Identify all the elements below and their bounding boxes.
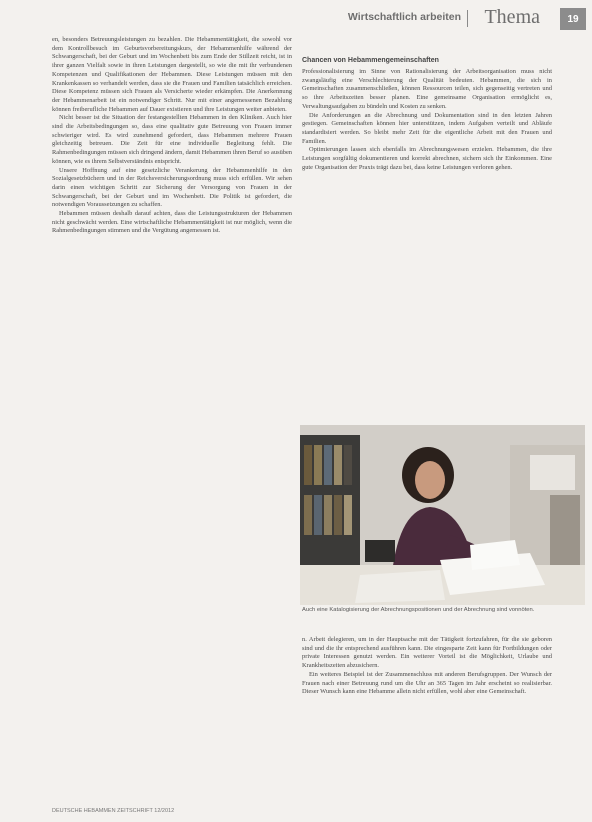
header-separator xyxy=(467,10,468,27)
right-paragraph-2: Die Anforderungen an die Abrechnung und Dokumentation sind in den letzten Jahren gestiegen. Gemeinschaften können hier unterstützen, indem Aufgaben verteilt und Abläufe standardisiert werden. So bleibt mehr Zeit für die eigentliche Arbeit mit den Frauen und Familien. xyxy=(302,111,552,145)
page-footer: DEUTSCHE HEBAMMEN ZEITSCHRIFT 12/2012 xyxy=(52,808,175,814)
left-paragraph-3: Unsere Hoffnung auf eine gesetzliche Verankerung der Hebammenhilfe in den Sozialgesetzbüchern und in der Reichsversicherungsordnung muss sich erfüllen. Wir sehen darin einen wichtigen Schritt zur Sicherung der Versorgung von Frauen in der Schwangerschaft, bei der Geburt und im Wochenbett. Die Politik ist gefordert, die notwendigen Voraussetzungen zu schaffen. xyxy=(52,166,292,209)
section-title: Wirtschaftlich arbeiten xyxy=(347,11,461,23)
photo-caption: Auch eine Katalogisierung der Abrechnungspositionen und der Abrechnung sind vonnöten. xyxy=(302,607,535,613)
right-subheading: Chancen von Hebammengemeinschaften xyxy=(302,57,439,64)
page-number: 19 xyxy=(560,8,586,30)
thema-label: Thema xyxy=(484,6,540,28)
left-paragraph-2: Nicht besser ist die Situation der festangestellten Hebammen in den Kliniken. Auch hier sind die Arbeitsbedingungen so, dass eine qualitativ gute Betreuung von Frauen immer schwieriger wird. Es wird zunehmend gefordert, dass Hebammen mehrere Frauen gleichzeitig betreuen. Die Zeit für eine individuelle Begleitung fehlt. Die Rahmenbedingungen müssen sich dringend ändern, damit Hebammen ihren Beruf so ausüben können, wie es ihrem Selbstverständnis entspricht. xyxy=(52,114,292,165)
left-paragraph-4: Hebammen müssen deshalb darauf achten, dass die Leistungsstrukturen der Hebammen nicht geschwächt werden. Eine wirtschaftliche Hebammentätigkeit ist nur möglich, wenn die Rahmenbedingungen stimmen und die Vergütung angemessen ist. xyxy=(52,210,292,235)
right-paragraph-5: Ein weiteres Beispiel ist der Zusammenschluss mit anderen Berufsgruppen. Der Wunsch der Frauen nach einer Betreuung rund um die Uhr an 365 Tagen im Jahr erscheint so realisierbar. Dieser Wunsch kann eine Hebamme allein nicht erfüllen, wohl aber eine Gemeinschaft. xyxy=(302,670,552,696)
photo-illustration xyxy=(300,425,585,605)
right-paragraph-3: Optimierungen lassen sich ebenfalls im Abrechnungswesen erzielen. Hebammen, die ihre Leistungen sorgfältig dokumentieren und korrekt abrechnen, sichern sich ihr Einkommen. Eine gute Organisation der Praxis trägt dazu bei, dass keine Leistungen verloren gehen. xyxy=(302,146,552,171)
page-header xyxy=(0,6,592,30)
left-paragraph-1: en, besonders Betreuungsleistungen zu bezahlen. Die Hebammentätigkeit, die sowohl vor dem Kontrollbesuch im Geburtsvorbereitungskurs, der Hebammenhilfe während der Schwangerschaft, bei der Geburt und im Wochenbett bis zum Ende der Stillzeit reicht, ist in ihrer ganzen Vielfalt sowie in ihren Leistungen dargestellt, so wie die mit ihr verbundenen Kompetenzen und Qualifikationen der Hebammen. Diese Leistungen müssen mit den Krankenkassen so verhandelt werden, dass sie die Frauen und Familien tatsächlich erreichen. Diese Kompetenz müssen sich Frauen als Versicherte wieder erkämpfen. Die Anerkennung der Hebammenarbeit ist ein notwendiger Schritt. Nur mit einer angemessenen Bezahlung können freiberufliche Hebammen auf Dauer existieren und ihre Leistungen weiter anbieten. xyxy=(52,36,292,113)
right-column-top xyxy=(302,68,552,418)
right-paragraph-1: Professionalisierung im Sinne von Rationalisierung der Arbeitsorganisation muss nicht zwangsläufig eine Verschlechterung der Qualität bedeuten. Hebammen, die sich in Gemeinschaften zusammenschließen, können Ressourcen teilen, sich gegenseitig vertreten und so ihre Arbeitszeiten besser planen. Eine gemeinsame Organisation ermöglicht es, Verwaltungsaufgaben zu bündeln und Kosten zu senken. xyxy=(302,68,552,110)
right-column-bottom xyxy=(302,636,552,796)
right-paragraph-4: n. Arbeit delegieren, um in der Hauptsache mit der Tätigkeit fortzufahren, für die sie geboren sind und die ihr entsprechend ausführen kann. Die eingesparte Zeit kann für Fortbildungen oder private Interessen genutzt werden. Ein weiterer Vorteil ist die Möglichkeit, Urlaube und Krankheitszeiten abzusichern. xyxy=(302,636,552,670)
office-photo xyxy=(300,425,585,605)
left-column xyxy=(52,36,292,796)
